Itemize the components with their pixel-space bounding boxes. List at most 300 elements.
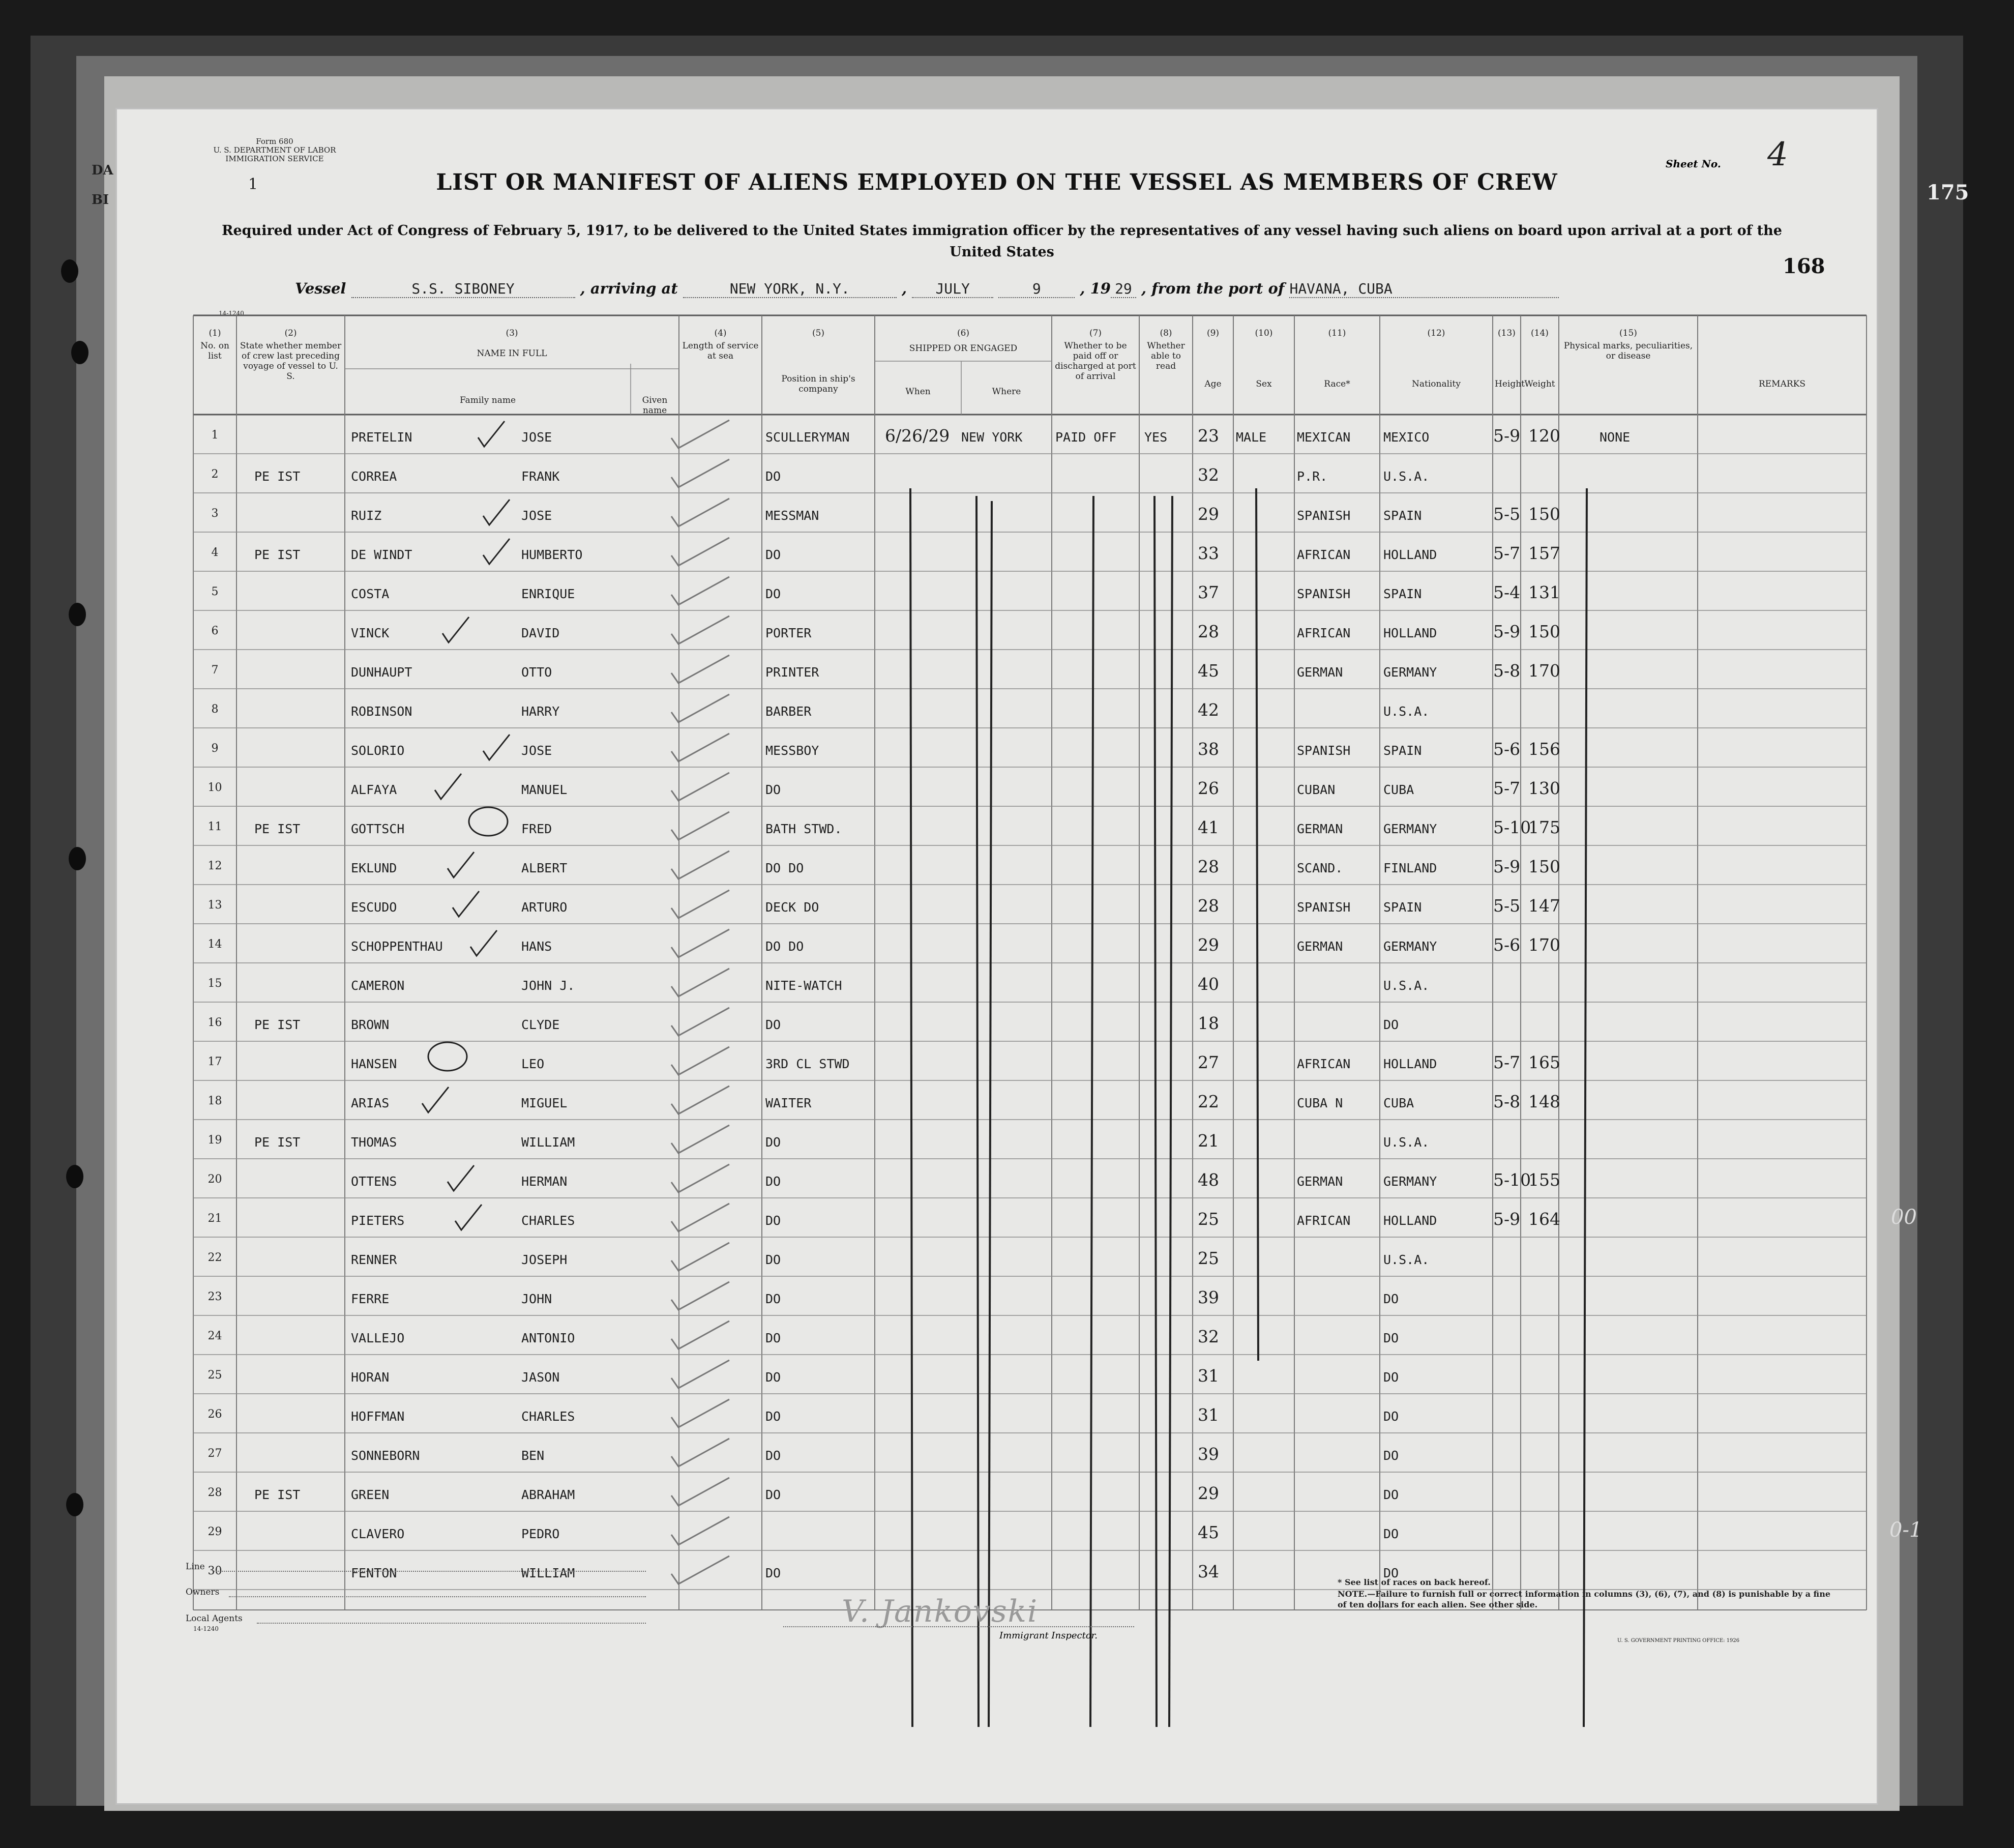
cell-position: DO (765, 1252, 781, 1267)
agents-field (257, 1623, 646, 1624)
cell-height: 5-7 (1493, 778, 1521, 798)
column-number-c4: (4) (714, 328, 727, 338)
cell-height: 5-9 (1493, 622, 1521, 641)
cell-position: BATH STWD. (765, 822, 842, 836)
service-check-mark (671, 1008, 729, 1036)
column-label-c14_label: Weight (1524, 379, 1555, 389)
cell-family: RUIZ (351, 508, 382, 523)
corner-mark: 1 (248, 175, 258, 193)
stamp-175: 175 (1927, 181, 1969, 204)
cell-given: JOSE (521, 430, 552, 445)
cell-height: 5-9 (1493, 1209, 1521, 1229)
cell-height: 5-7 (1493, 1052, 1521, 1072)
cell-given: ANTONIO (521, 1331, 575, 1345)
owners-field (229, 1596, 646, 1597)
service-check-mark (671, 1360, 729, 1388)
column-label-c4_label: Length of service at sea (682, 341, 759, 361)
cell-position: DO (765, 1174, 781, 1189)
cell-no: 11 (208, 820, 222, 833)
cell-age: 27 (1198, 1052, 1219, 1072)
cell-weight: 164 (1528, 1209, 1560, 1229)
cell-position: DO (765, 1292, 781, 1306)
cell-position: DO (765, 1448, 781, 1463)
cell-family: SONNEBORN (351, 1448, 420, 1463)
cell-family: HOFFMAN (351, 1409, 405, 1424)
service-check-mark (671, 616, 729, 644)
cell-position: DO (765, 547, 781, 562)
inspector-label: Immigrant Inspector. (999, 1630, 1098, 1641)
cell-prev: PE IST (254, 469, 301, 484)
form-number: Form 680 (256, 137, 293, 146)
cell-no: 12 (208, 860, 222, 872)
cell-position: DO (765, 1409, 781, 1424)
cell-given: ALBERT (521, 861, 568, 875)
cell-family: OTTENS (351, 1174, 397, 1189)
column-label-c10_label: Sex (1256, 379, 1272, 389)
column-number-c5: (5) (812, 328, 825, 338)
cell-age: 37 (1198, 582, 1219, 602)
arrival-day: 9 (998, 280, 1075, 298)
cell-age: 31 (1198, 1366, 1219, 1386)
ditto-stroke (910, 488, 912, 1727)
cell-no: 23 (208, 1290, 222, 1303)
cell-position: MESSMAN (765, 508, 819, 523)
column-sublabel-c3_given: Given name (642, 395, 668, 416)
cell-no: 9 (211, 742, 219, 755)
cell-weight: 148 (1528, 1092, 1560, 1111)
cell-nationality: GERMANY (1383, 665, 1437, 680)
arrival-year: 29 (1111, 280, 1136, 298)
cell-age: 34 (1198, 1562, 1219, 1581)
service-check-mark (671, 851, 729, 879)
service-check-mark (671, 734, 729, 761)
cell-nationality: SPAIN (1383, 508, 1422, 523)
cell-given: JASON (521, 1370, 560, 1385)
service-check-mark (671, 969, 729, 996)
margin-mark-right-2: 0-1 (1889, 1518, 1922, 1542)
manifest-subtitle: Required under Act of Congress of February 5, 1917, to be delivered to the United States immigration officer by the representatives of any vessel having such aliens on board upon arrival at a port of the United States (222, 223, 1782, 260)
cell-family: FERRE (351, 1292, 390, 1306)
cell-nationality: U.S.A. (1383, 978, 1430, 993)
cell-family: HANSEN (351, 1057, 397, 1071)
cell-read: YES (1144, 430, 1168, 445)
cell-given: JOSE (521, 508, 552, 523)
arriving-label: , arriving at (580, 280, 678, 297)
stamp-168: 168 (1783, 254, 1825, 278)
cell-weight: 150 (1528, 622, 1560, 641)
column-sublabel-c6_where: Where (992, 387, 1021, 397)
fine-note: NOTE.—Failure to furnish full or correct information in columns (3), (6), (7), and (8) is punishable by a fine of ten dollars for each alien. See other side. (1338, 1589, 1830, 1609)
cell-age: 42 (1198, 700, 1219, 720)
cell-family: GREEN (351, 1487, 390, 1502)
ditto-stroke (1154, 496, 1157, 1727)
margin-mark-left-top: DA (92, 163, 113, 178)
service-check-mark (671, 694, 729, 722)
cell-weight: 120 (1528, 426, 1560, 446)
service-name: IMMIGRATION SERVICE (225, 154, 324, 163)
service-check-mark (671, 538, 729, 566)
column-sublabel-c6_when: When (905, 387, 931, 397)
service-check-mark (671, 1282, 729, 1310)
cell-weight: 170 (1528, 935, 1560, 955)
cell-family: SCHOPPENTHAU (351, 939, 443, 954)
cell-family: PRETELIN (351, 430, 412, 445)
service-check-mark (671, 577, 729, 605)
cell-position: DO (765, 1487, 781, 1502)
cell-family: THOMAS (351, 1135, 397, 1150)
column-label-c9_label: Age (1204, 379, 1222, 389)
cell-position: DECK DO (765, 900, 819, 915)
cell-prev: PE IST (254, 1017, 301, 1032)
cell-position: DO (765, 1017, 781, 1032)
cell-nationality: DO (1383, 1487, 1399, 1502)
cell-no: 22 (208, 1251, 222, 1264)
cell-weight: 157 (1528, 543, 1560, 563)
cell-position: DO DO (765, 861, 804, 875)
cell-race: GERMAN (1297, 1174, 1343, 1189)
cell-family: COSTA (351, 586, 390, 601)
column-label-c1_label: No. on list (200, 341, 229, 361)
cell-no: 10 (208, 781, 222, 794)
arrival-port: NEW YORK, N.Y. (683, 280, 897, 298)
cell-given: HARRY (521, 704, 560, 719)
cell-no: 19 (208, 1134, 222, 1147)
cell-position: PRINTER (765, 665, 819, 680)
cell-given: FRANK (521, 469, 560, 484)
column-label-c2_label: State whether member of crew last preceding voyage of vessel to U. S. (240, 341, 342, 382)
cell-weight: 147 (1528, 896, 1560, 916)
service-check-mark (671, 773, 729, 801)
service-check-mark (671, 1204, 729, 1231)
cell-nationality: SPAIN (1383, 900, 1422, 915)
cell-position: SCULLERYMAN (765, 430, 850, 445)
cell-age: 33 (1198, 543, 1219, 563)
manifest-title: LIST OR MANIFEST OF ALIENS EMPLOYED ON THE VESSEL AS MEMBERS OF CREW (436, 169, 1558, 195)
cell-race: AFRICAN (1297, 547, 1351, 562)
cell-given: WILLIAM (521, 1566, 575, 1580)
column-label-c15_label: Physical marks, peculiarities, or disease (1563, 341, 1693, 361)
cell-given: FRED (521, 822, 552, 836)
cell-age: 45 (1198, 1522, 1219, 1542)
cell-no: 21 (208, 1212, 222, 1225)
cell-nationality: GERMANY (1383, 939, 1437, 954)
cell-no: 6 (211, 625, 219, 637)
column-label-c3_label: NAME IN FULL (477, 348, 547, 359)
column-number-c12: (12) (1427, 328, 1445, 338)
vessel-name: S.S. SIBONEY (351, 280, 575, 298)
agents-label: Local Agents (186, 1614, 243, 1624)
column-number-c10: (10) (1255, 328, 1273, 338)
printing-office: U. S. GOVERNMENT PRINTING OFFICE: 1926 (1617, 1638, 1740, 1644)
service-check-mark (671, 1556, 729, 1584)
cell-nationality: SPAIN (1383, 586, 1422, 601)
cell-nationality: DO (1383, 1409, 1399, 1424)
manifest-page (117, 109, 1877, 1803)
cell-no: 26 (208, 1408, 222, 1421)
column-number-c14: (14) (1531, 328, 1549, 338)
cell-given: JOSE (521, 743, 552, 758)
column-number-c6: (6) (957, 328, 970, 338)
column-number-c1: (1) (209, 328, 221, 338)
cell-position: MESSBOY (765, 743, 819, 758)
cell-height: 5-5 (1493, 504, 1521, 524)
cell-no: 24 (208, 1330, 222, 1342)
cell-height: 5-4 (1493, 582, 1521, 602)
cell-given: ABRAHAM (521, 1487, 575, 1502)
cell-nationality: DO (1383, 1292, 1399, 1306)
cell-family: ESCUDO (351, 900, 397, 915)
cell-position: DO (765, 1213, 781, 1228)
cell-family: CAMERON (351, 978, 405, 993)
cell-family: ROBINSON (351, 704, 412, 719)
cell-position: WAITER (765, 1096, 812, 1110)
service-check-mark (671, 1321, 729, 1349)
cell-age: 41 (1198, 817, 1219, 837)
circle-mark (428, 1042, 467, 1071)
cell-age: 31 (1198, 1405, 1219, 1425)
ditto-stroke (1090, 496, 1093, 1727)
cell-age: 38 (1198, 739, 1219, 759)
cell-age: 39 (1198, 1444, 1219, 1464)
service-check-mark (671, 1086, 729, 1114)
cell-position: PORTER (765, 626, 812, 640)
cell-nationality: DO (1383, 1566, 1399, 1580)
cell-weight: 131 (1528, 582, 1560, 602)
cell-no: 29 (208, 1526, 222, 1538)
cell-given: HERMAN (521, 1174, 568, 1189)
cell-age: 28 (1198, 896, 1219, 916)
cell-paid: PAID OFF (1055, 430, 1117, 445)
cell-height: 5-7 (1493, 543, 1521, 563)
cell-nationality: U.S.A. (1383, 1135, 1430, 1150)
cell-age: 29 (1198, 935, 1219, 955)
cell-race: CUBA N (1297, 1096, 1343, 1110)
cell-age: 39 (1198, 1287, 1219, 1307)
cell-weight: 130 (1528, 778, 1560, 798)
service-check-mark (671, 929, 729, 957)
vessel-label: Vessel (295, 280, 346, 297)
cell-race: SPANISH (1297, 900, 1351, 915)
cell-height: 5-8 (1493, 661, 1521, 681)
cell-no: 1 (211, 429, 219, 442)
cell-nationality: HOLLAND (1383, 626, 1437, 640)
cell-height: 5-10 (1493, 817, 1531, 837)
cell-no: 30 (208, 1565, 222, 1577)
service-check-mark (671, 890, 729, 918)
cell-nationality: SPAIN (1383, 743, 1422, 758)
cell-race: SPANISH (1297, 508, 1351, 523)
cell-given: ARTURO (521, 900, 568, 915)
cell-given: WILLIAM (521, 1135, 575, 1150)
service-check-mark (671, 1125, 729, 1153)
column-label-c11_label: Race* (1324, 379, 1350, 389)
cell-prev: PE IST (254, 547, 301, 562)
cell-position: DO (765, 1370, 781, 1385)
cell-height: 5-10 (1493, 1170, 1531, 1190)
cell-no: 3 (211, 507, 219, 520)
cell-no: 25 (208, 1369, 222, 1382)
cell-family: CORREA (351, 469, 397, 484)
service-check-mark (671, 1478, 729, 1506)
cell-race: AFRICAN (1297, 1213, 1351, 1228)
cell-race: SPANISH (1297, 586, 1351, 601)
cell-given: MIGUEL (521, 1096, 568, 1110)
cell-no: 20 (208, 1173, 222, 1186)
name-check-mark (478, 421, 505, 447)
column-number-c7: (7) (1089, 328, 1102, 338)
service-check-mark (671, 812, 729, 840)
cell-weight: 155 (1528, 1170, 1560, 1190)
cell-marks: NONE (1600, 430, 1631, 445)
cell-family: DE WINDT (351, 547, 412, 562)
cell-nationality: HOLLAND (1383, 1057, 1437, 1071)
cell-weight: 175 (1528, 817, 1560, 837)
cell-age: 21 (1198, 1131, 1219, 1151)
service-check-mark (671, 459, 729, 487)
name-check-mark (442, 617, 469, 642)
cell-weight: 156 (1528, 739, 1560, 759)
cell-age: 32 (1198, 1327, 1219, 1346)
cell-height: 5-6 (1493, 739, 1521, 759)
name-check-mark (483, 539, 510, 564)
cell-age: 25 (1198, 1209, 1219, 1229)
cell-race: GERMAN (1297, 822, 1343, 836)
cell-race: MEXICAN (1297, 430, 1351, 445)
column-number-c8: (8) (1160, 328, 1172, 338)
cell-weight: 150 (1528, 857, 1560, 876)
column-label-c13_label: Height (1495, 379, 1525, 389)
cell-given: JOSEPH (521, 1252, 568, 1267)
cell-no: 17 (208, 1055, 222, 1068)
arrival-month: JULY (912, 280, 993, 298)
cell-age: 28 (1198, 857, 1219, 876)
cell-nationality: FINLAND (1383, 861, 1437, 875)
cell-nationality: HOLLAND (1383, 1213, 1437, 1228)
year-prefix: , 19 (1080, 280, 1111, 297)
column-label-c16_label: REMARKS (1758, 379, 1806, 389)
column-label-c12_label: Nationality (1412, 379, 1461, 389)
name-check-mark (422, 1087, 449, 1112)
cell-nationality: U.S.A. (1383, 704, 1430, 719)
column-number-c3: (3) (506, 328, 518, 338)
cell-race: P.R. (1297, 469, 1328, 484)
cell-race: AFRICAN (1297, 626, 1351, 640)
column-label-c7_label: Whether to be paid off or discharged at port of arrival (1055, 341, 1136, 382)
cell-family: ALFAYA (351, 782, 397, 797)
owners-label: Owners (186, 1587, 220, 1597)
cell-race: CUBAN (1297, 782, 1336, 797)
races-note: * See list of races on back hereof. (1338, 1577, 1491, 1587)
cell-race: GERMAN (1297, 939, 1343, 954)
cell-position: DO (765, 782, 781, 797)
cell-nationality: DO (1383, 1370, 1399, 1385)
cell-age: 29 (1198, 504, 1219, 524)
cell-given: MANUEL (521, 782, 568, 797)
ditto-stroke (1256, 488, 1258, 1361)
service-check-mark (671, 420, 729, 448)
cell-age: 40 (1198, 974, 1219, 994)
cell-given: HANS (521, 939, 552, 954)
service-check-mark (671, 1399, 729, 1427)
cell-no: 28 (208, 1486, 222, 1499)
cell-given: ENRIQUE (521, 586, 575, 601)
cell-position: DO (765, 1566, 781, 1580)
name-check-mark (448, 852, 474, 877)
ditto-stroke (1584, 488, 1587, 1727)
cell-family: SOLORIO (351, 743, 405, 758)
column-sublabel-c3_family: Family name (459, 395, 516, 405)
cell-when: 6/26/29 (885, 426, 950, 446)
cell-given: CHARLES (521, 1213, 575, 1228)
ditto-stroke (976, 496, 979, 1727)
from-port: HAVANA, CUBA (1289, 280, 1559, 298)
name-check-mark (455, 1205, 482, 1230)
cell-age: 32 (1198, 465, 1219, 485)
inspector-signature: V. Jankovski (842, 1594, 1039, 1629)
cell-race: SPANISH (1297, 743, 1351, 758)
cell-position: DO (765, 1135, 781, 1150)
cell-nationality: DO (1383, 1017, 1399, 1032)
manifest-grid (117, 109, 1877, 1803)
cell-nationality: U.S.A. (1383, 469, 1430, 484)
cell-family: FENTON (351, 1566, 397, 1580)
name-check-mark (483, 500, 510, 525)
service-check-mark (671, 498, 729, 526)
line-label: Line (186, 1562, 205, 1572)
cell-age: 26 (1198, 778, 1219, 798)
service-check-mark (671, 1164, 729, 1192)
from-label: , from the port of (1141, 280, 1285, 297)
cell-weight: 170 (1528, 661, 1560, 681)
service-check-mark (671, 1047, 729, 1075)
name-check-mark (483, 735, 510, 760)
cell-family: VALLEJO (351, 1331, 405, 1345)
department-name: U. S. DEPARTMENT OF LABOR (213, 145, 336, 155)
cell-no: 15 (208, 977, 222, 990)
cell-nationality: MEXICO (1383, 430, 1430, 445)
cell-height: 5-9 (1493, 857, 1521, 876)
column-number-c13: (13) (1498, 328, 1516, 338)
cell-family: GOTTSCH (351, 822, 405, 836)
cell-no: 7 (211, 664, 219, 677)
cell-no: 14 (208, 938, 222, 951)
agents-code: 14-1240 (193, 1625, 219, 1632)
cell-nationality: CUBA (1383, 782, 1414, 797)
cell-nationality: CUBA (1383, 1096, 1414, 1110)
cell-no: 5 (211, 585, 219, 598)
cell-no: 2 (211, 468, 219, 481)
cell-age: 45 (1198, 661, 1219, 681)
cell-prev: PE IST (254, 1135, 301, 1150)
cell-nationality: DO (1383, 1527, 1399, 1541)
cell-race: AFRICAN (1297, 1057, 1351, 1071)
cell-race: SCAND. (1297, 861, 1343, 875)
cell-given: OTTO (521, 665, 552, 680)
small-form-code: 14-1240 (219, 310, 244, 317)
cell-nationality: GERMANY (1383, 822, 1437, 836)
cell-given: PEDRO (521, 1527, 560, 1541)
sheet-label: Sheet No. (1666, 158, 1721, 170)
cell-age: 23 (1198, 426, 1219, 446)
name-check-mark (453, 891, 479, 917)
service-check-mark (671, 1243, 729, 1271)
cell-nationality: DO (1383, 1331, 1399, 1345)
ditto-stroke (989, 501, 992, 1727)
cell-nationality: HOLLAND (1383, 547, 1437, 562)
cell-position: 3RD CL STWD (765, 1057, 850, 1071)
cell-position: NITE-WATCH (765, 978, 842, 993)
service-check-mark (671, 1439, 729, 1466)
